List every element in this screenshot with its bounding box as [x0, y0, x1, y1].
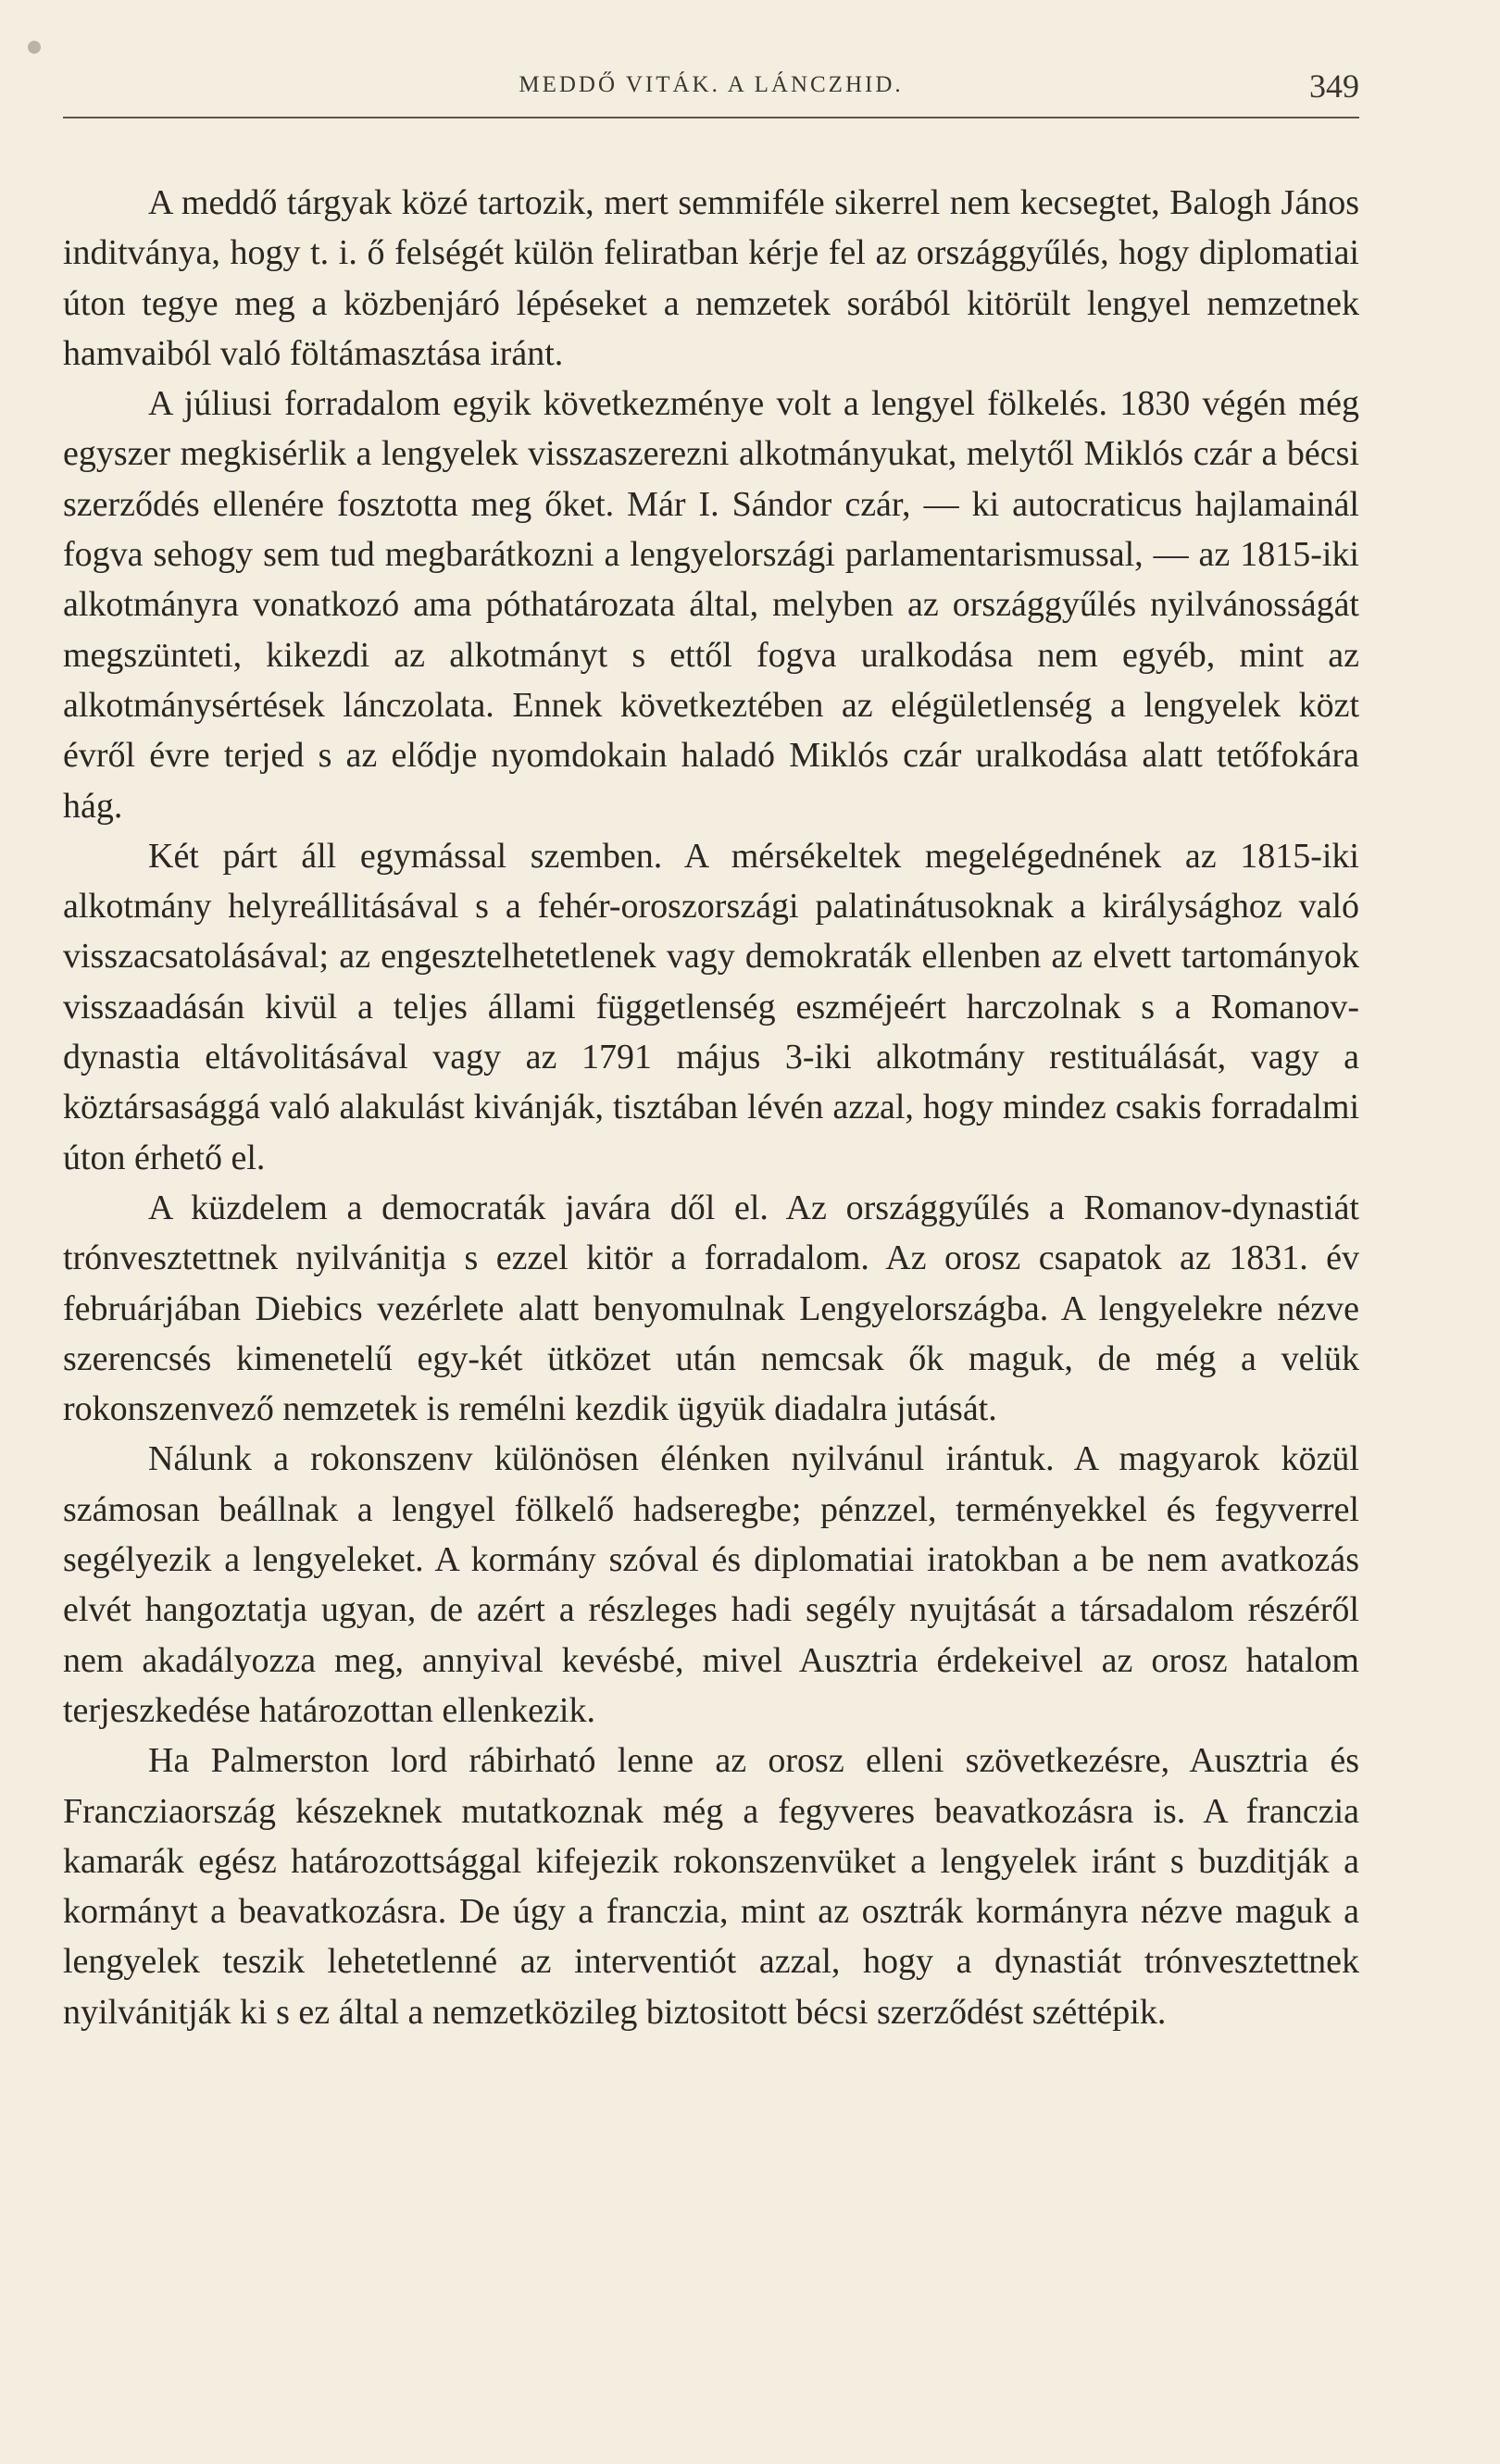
running-title: MEDDŐ VITÁK. A LÁNCZHID. — [519, 72, 904, 97]
page-number: 349 — [1309, 68, 1359, 105]
paragraph: Ha Palmerston lord rábirható lenne az orosz elleni szövetkezésre, Ausztria és Francziaország készeknek mutatkoznak még a fegyveres beavatkozásra is. A franczia kamarák egész határozottsággal kifejezik rokonszenvüket a lengyelek iránt s buzditják a kormányt a beavatkozásra. De úgy a franczia, mint az osztrák kormányra nézve maguk a lengyelek teszik lehetetlenné az interventiót azzal, hogy a dynastiát trónvesztettnek nyilvánitják ki s ez által a nemzetközileg biztositott bécsi szerződést széttépik. — [63, 1741, 1359, 2032]
page-header — [63, 67, 1359, 117]
paragraph: Két párt áll egymással szemben. A mérsékeltek megelégednének az 1815-iki alkotmány helyreállitásával s a fehér-oroszországi palatinátusoknak a királysághoz való visszacsatolásával; az engesztelhetetlenek vagy demokraták ellenben az elvett tartományok visszaadásán kivül a teljes állami függetlenség eszméjeért harczolnak s a Romanov-dynastia eltávolitásával vagy az 1791 május 3-iki alkotmány restituálását, vagy a köztársasággá való alakulást kivánják, tisztában lévén azzal, hogy mindez csakis forradalmi úton érhető el. — [63, 836, 1359, 1177]
header-rule — [63, 117, 1359, 118]
paragraph: A júliusi forradalom egyik következménye volt a lengyel fölkelés. 1830 végén még egyszer megkisérlik a lengyelek visszaszerezni alkotmányukat, melytől Miklós czár a bécsi szerződés ellenére fosztotta meg őket. Már I. Sándor czár, — ki autocraticus hajlamainál fogva sehogy sem tud megbarátkozni a lengyelországi parlamentarismussal, — az 1815-iki alkotmányra vonatkozó ama póthatározata által, melyben az országgyűlés nyilvánosságát megszünteti, kikezdi az alkotmányt s ettől fogva uralkodása nem egyéb, mint az alkotmánysértések lánczolata. Ennek következtében az elégületlenség a lengyelek közt évről évre terjed s az elődje nyomdokain haladó Miklós czár uralkodása alatt tetőfokára hág. — [63, 384, 1359, 826]
paragraph: A meddő tárgyak közé tartozik, mert semmiféle sikerrel nem kecsegtet, Balogh János inditványa, hogy t. i. ő felségét külön feliratban kérje fel az országgyűlés, hogy diplomatiai úton tegye meg a közbenjáró lépéseket a nemzetek sorából kitörült lengyel nemzetnek hamvaiból való föltámasztása iránt. — [63, 183, 1359, 373]
paper-speck — [28, 41, 41, 54]
paragraph: Nálunk a rokonszenv különösen élénken nyilvánul irántuk. A magyarok közül számosan beállnak a lengyel fölkelő hadseregbe; pénzzel, terményekkel és fegyverrel segélyezik a lengyeleket. A kormány szóval és diplomatiai iratokban a be nem avatkozás elvét hangoztatja ugyan, de azért a részleges hadi segély nyujtását a társadalom részéről nem akadályozza meg, annyival kevésbé, mivel Ausztria érdekeivel az orosz hatalom terjeszkedése határozottan ellenkezik. — [63, 1439, 1359, 1730]
body-text — [63, 178, 1359, 2037]
paragraph: A küzdelem a democraták javára dől el. Az országgyűlés a Romanov-dynastiát trónvesztettnek nyilvánitja s ezzel kitör a forradalom. Az orosz csapatok az 1831. év februárjában Diebics vezérlete alatt benyomulnak Lengyelországba. A lengyelekre nézve szerencsés kimenetelű egy-két ütközet után nemcsak ők maguk, de még a velük rokonszenvező nemzetek is remélni kezdik ügyük diadalra jutását. — [63, 1188, 1359, 1429]
